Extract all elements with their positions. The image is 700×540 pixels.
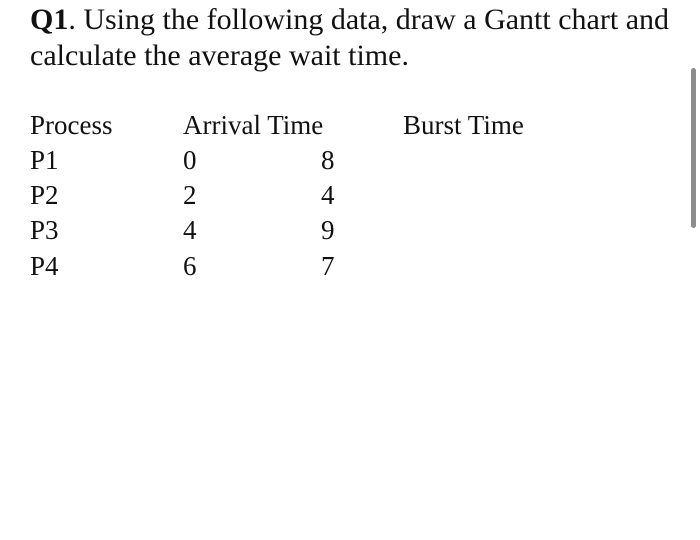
row-p3-burst: 9 (321, 215, 335, 245)
row-p3-arrival: 4 (183, 215, 197, 245)
header-burst-time: Burst Time (403, 110, 524, 140)
row-p1-arrival: 0 (183, 145, 197, 175)
question-number: Q1 (30, 3, 69, 36)
header-arrival-time: Arrival Time (183, 110, 324, 140)
row-p2-process: P2 (30, 180, 59, 210)
row-p4-arrival: 6 (183, 251, 197, 281)
question-body: . Using the following data, draw a Gantt chart and calculate the average wait time. (30, 3, 670, 72)
row-p4-process: P4 (30, 251, 59, 281)
row-p1-process: P1 (30, 145, 59, 175)
question-text (30, 2, 690, 74)
vertical-scrollbar[interactable] (691, 68, 696, 228)
row-p2-arrival: 2 (183, 180, 197, 210)
row-p4-burst: 7 (321, 251, 335, 281)
row-p2-burst: 4 (321, 180, 335, 210)
row-p3-process: P3 (30, 215, 59, 245)
header-process: Process (30, 110, 113, 140)
row-p1-burst: 8 (321, 145, 335, 175)
